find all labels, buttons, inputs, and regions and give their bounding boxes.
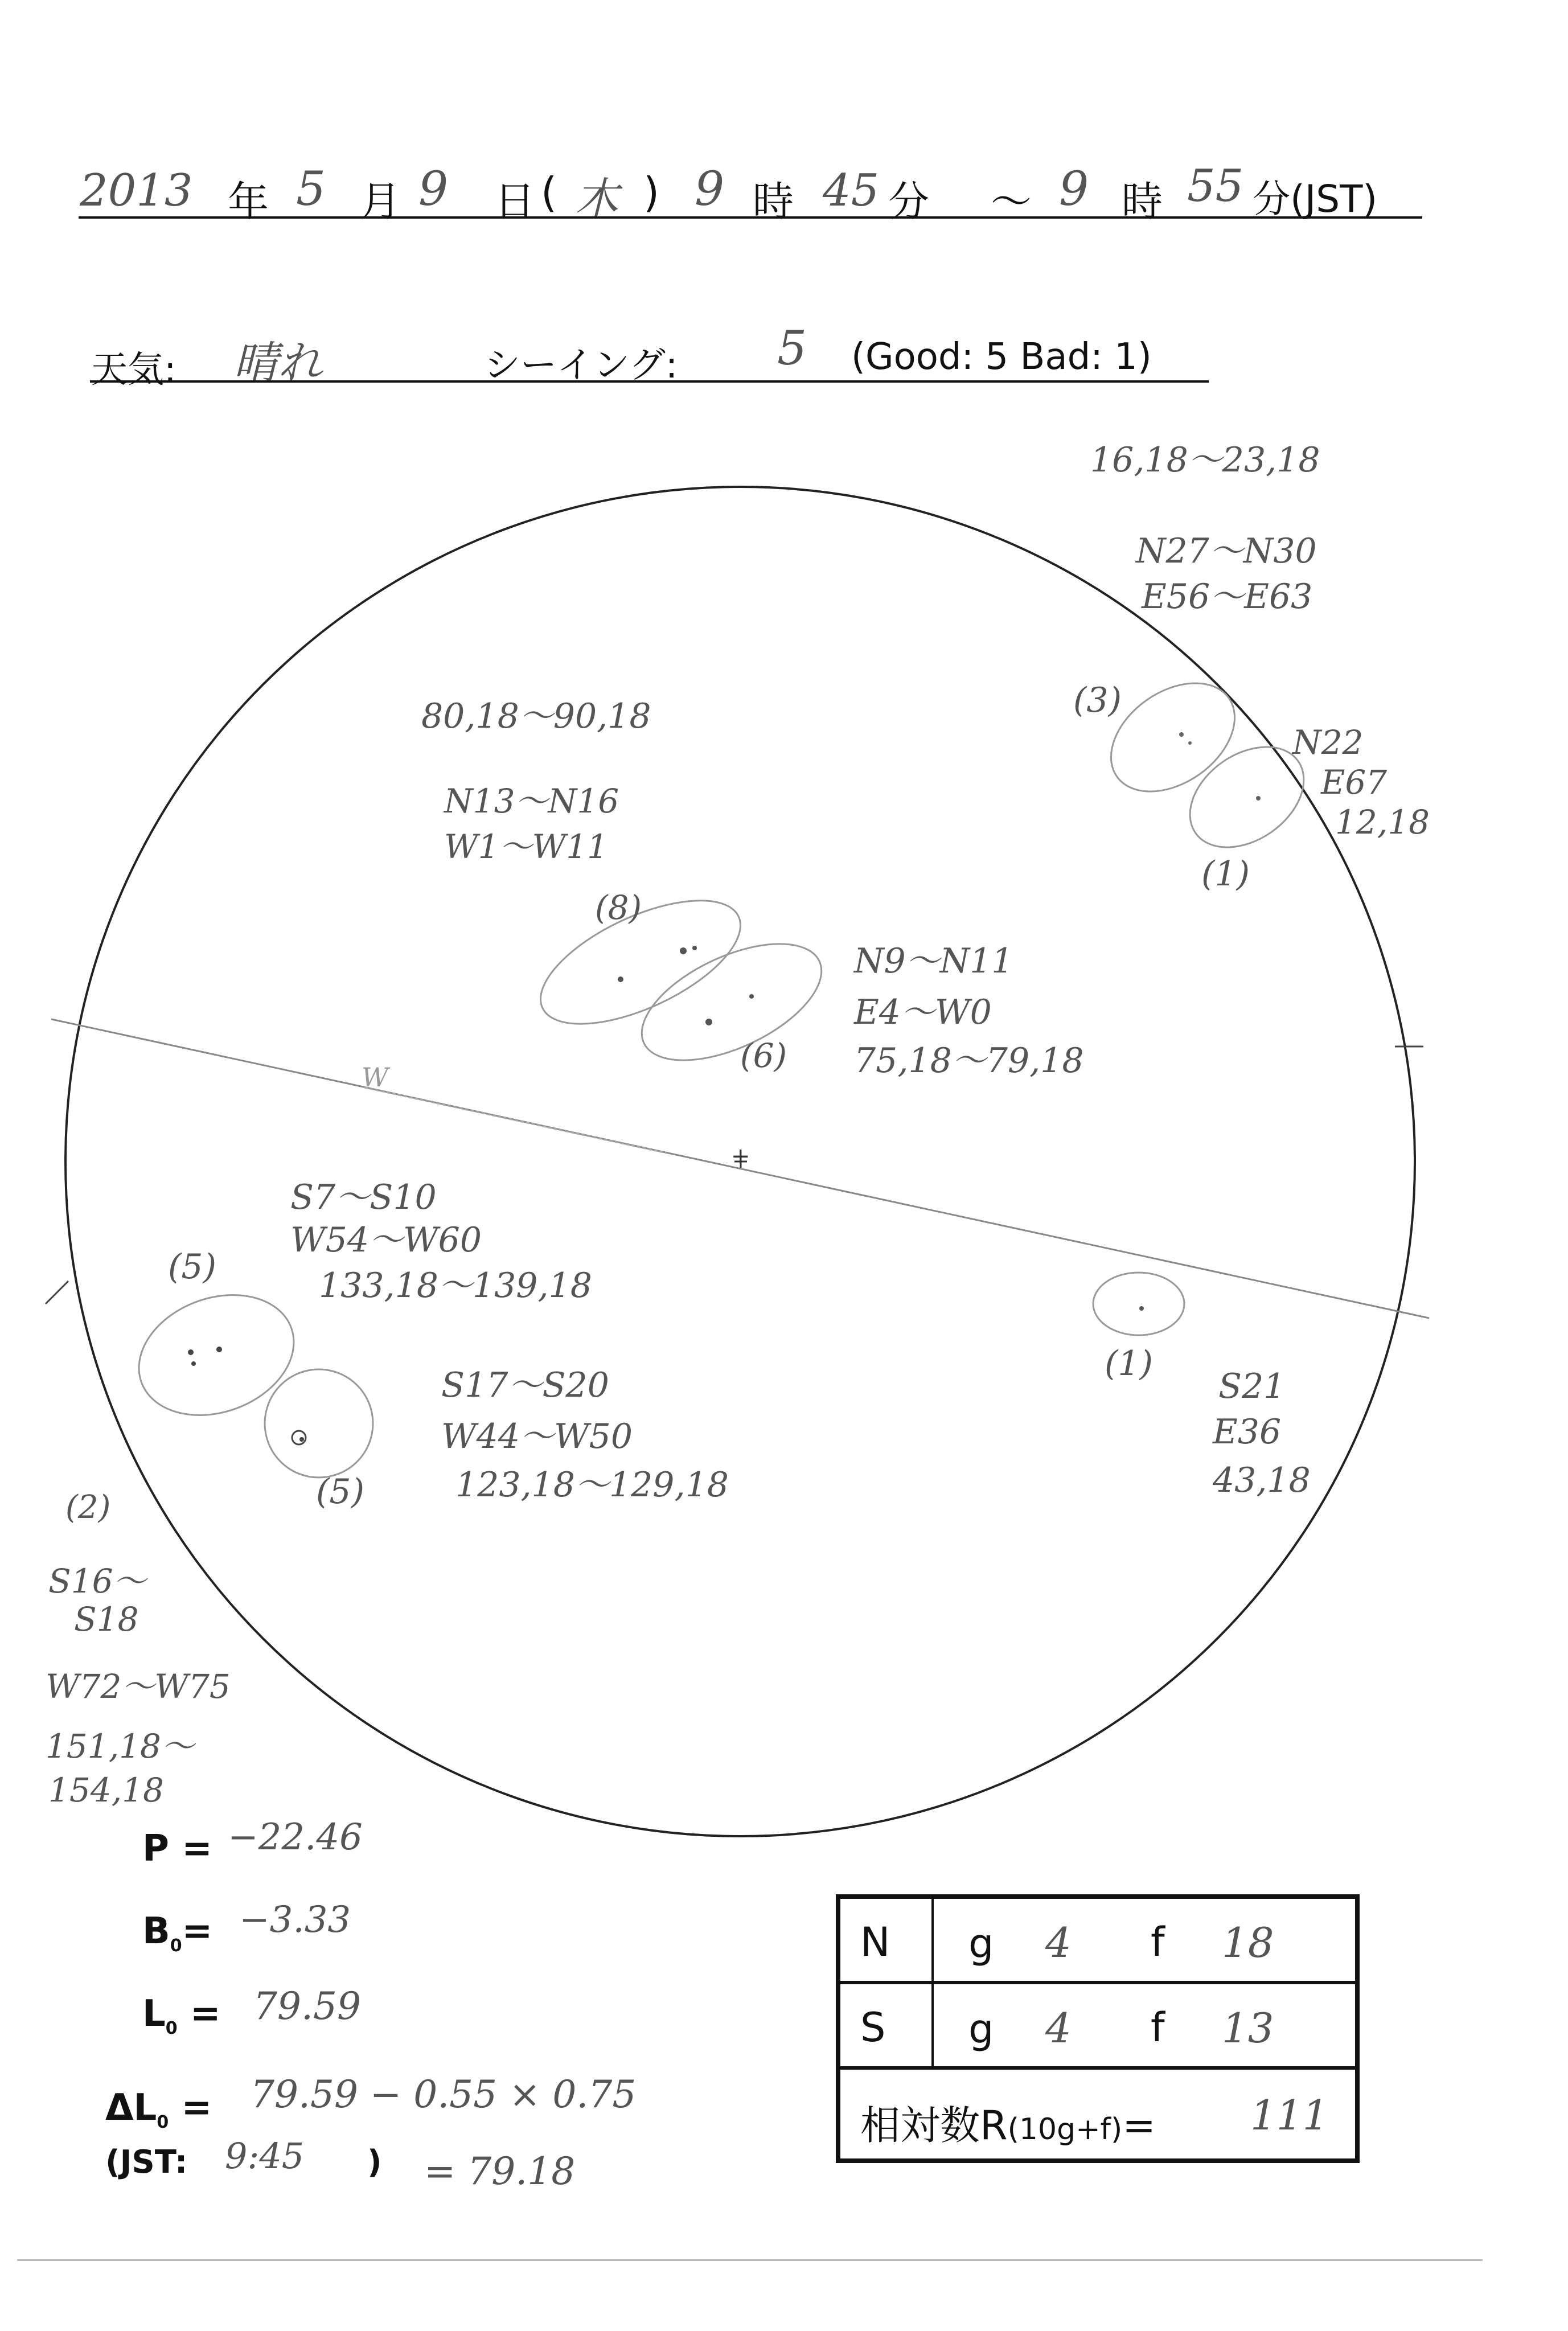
north-f-label: f: [1151, 1919, 1165, 1965]
group-line: E67: [1321, 763, 1388, 802]
weekday-paren-close: ): [643, 169, 660, 216]
weather-label: 天気:: [91, 349, 176, 391]
north-g-label: g: [968, 1920, 994, 1967]
month-value: 5: [296, 162, 326, 216]
group-label: (6): [740, 1036, 787, 1075]
center-mark: +: [731, 1143, 750, 1169]
group-line: S7～S10: [290, 1177, 437, 1217]
group-line: W72～W75: [46, 1667, 231, 1706]
group-line: 123,18～129,18: [455, 1465, 729, 1505]
group-line: 12,18: [1335, 803, 1430, 842]
equator-sketch-line: [364, 1087, 666, 1153]
group-label: (5): [316, 1472, 364, 1512]
north-g-value: 4: [1045, 1919, 1072, 1967]
dl0-label: $\Delta L_0$ =: [105, 2087, 212, 2132]
jst-value: 9:45: [225, 2135, 305, 2177]
south-label: S: [860, 2004, 886, 2051]
group-line: S16～: [48, 1562, 146, 1600]
dl0-value: 79.59 − 0.55 × 0.75: [251, 2073, 637, 2116]
south-g-label: g: [968, 2006, 994, 2053]
p-value: −22.46: [228, 1816, 363, 1858]
south-row: [840, 1984, 1355, 2070]
group-1b-sketch: [1093, 1273, 1184, 1335]
group-label: (1): [1201, 854, 1250, 894]
start-minute: 45: [823, 165, 880, 216]
group-line: N27～N30: [1136, 531, 1317, 571]
seeing-scale: (Good: 5 Bad: 1): [851, 336, 1152, 378]
group-line: E56～E63: [1142, 577, 1313, 617]
row-divider: [931, 1899, 934, 1981]
south-g-value: 4: [1045, 2004, 1072, 2052]
group-label: (8): [595, 888, 642, 927]
weekday-value: 木: [575, 173, 618, 224]
south-f-label: f: [1151, 2004, 1165, 2051]
day-unit: 日: [494, 178, 536, 225]
b0-label: $B_0=$: [142, 1910, 213, 1956]
start-minute-unit: 分: [888, 178, 930, 225]
group-6-sketch: [625, 920, 839, 1085]
group-line: N13～N16: [444, 782, 619, 820]
end-minute-unit: 分(JST): [1253, 177, 1378, 221]
l0-label: $L_0$ =: [142, 1993, 221, 2038]
start-hour-unit: 時: [753, 178, 794, 225]
p-label: P =: [142, 1828, 212, 1870]
month-unit: 月: [360, 178, 401, 225]
year-value: 2013: [80, 165, 193, 216]
group-line: 151,18～: [46, 1727, 194, 1766]
group-label: (5): [168, 1247, 216, 1287]
north-f-value: 18: [1222, 1919, 1274, 1967]
group-line: E36: [1213, 1412, 1282, 1452]
end-minute: 55: [1187, 161, 1244, 212]
scan-edge-line: [17, 2259, 1483, 2261]
group-line: N22: [1292, 723, 1364, 762]
relative-number-row: [840, 2070, 1355, 2158]
start-hour: 9: [695, 162, 725, 216]
north-row: [840, 1899, 1355, 1984]
group-5a-sketch: [122, 1274, 311, 1436]
l0-value: 79.59: [253, 1984, 361, 2028]
group-line: 43,18: [1213, 1460, 1311, 1500]
group-5b-sketch: [265, 1369, 373, 1478]
group-line: 80,18～90,18: [421, 696, 651, 736]
group-line: 133,18～139,18: [319, 1266, 592, 1306]
relative-number-label: 相対数R(10g+f)=: [860, 2102, 1156, 2149]
weather-value: 晴れ: [233, 338, 323, 389]
group-label: (1): [1105, 1344, 1153, 1384]
relative-number-value: 111: [1250, 2091, 1329, 2139]
dl0-result: = 79.18: [424, 2149, 576, 2193]
east-tick: [46, 1281, 68, 1304]
end-hour-unit: 時: [1122, 178, 1163, 225]
south-f-value: 13: [1222, 2004, 1274, 2052]
group-line: E4～W0: [854, 992, 992, 1032]
b0-value: −3.33: [239, 1899, 351, 1941]
group-label: (3): [1073, 680, 1122, 720]
group-line: 75,18～79,18: [854, 1041, 1084, 1081]
group-line: S17～S20: [441, 1365, 609, 1405]
day-value: 9: [418, 162, 449, 216]
time-range-tilde: ～: [991, 178, 1032, 225]
group-line: S18: [74, 1600, 139, 1639]
seeing-label: シーイング:: [484, 344, 678, 387]
group-line: W44～W50: [441, 1417, 633, 1456]
group-line: W1～W11: [444, 827, 608, 866]
jst-close: ): [367, 2144, 382, 2181]
year-unit: 年: [228, 178, 269, 225]
seeing-value: 5: [777, 322, 807, 376]
row-divider: [931, 1984, 934, 2066]
group-line: 16,18～23,18: [1090, 440, 1320, 480]
group-label: (2): [65, 1489, 111, 1526]
jst-label: (JST:: [105, 2144, 188, 2181]
end-hour: 9: [1059, 162, 1089, 216]
group-line: W54～W60: [290, 1220, 482, 1260]
sunspot-count-table: [836, 1894, 1360, 2163]
group-line: 154,18: [48, 1771, 164, 1809]
north-label: N: [860, 1919, 890, 1965]
equator-label: W: [362, 1062, 389, 1093]
group-line: N9～N11: [854, 941, 1013, 981]
group-line: S21: [1218, 1366, 1286, 1406]
weekday-paren-open: (: [541, 169, 557, 216]
